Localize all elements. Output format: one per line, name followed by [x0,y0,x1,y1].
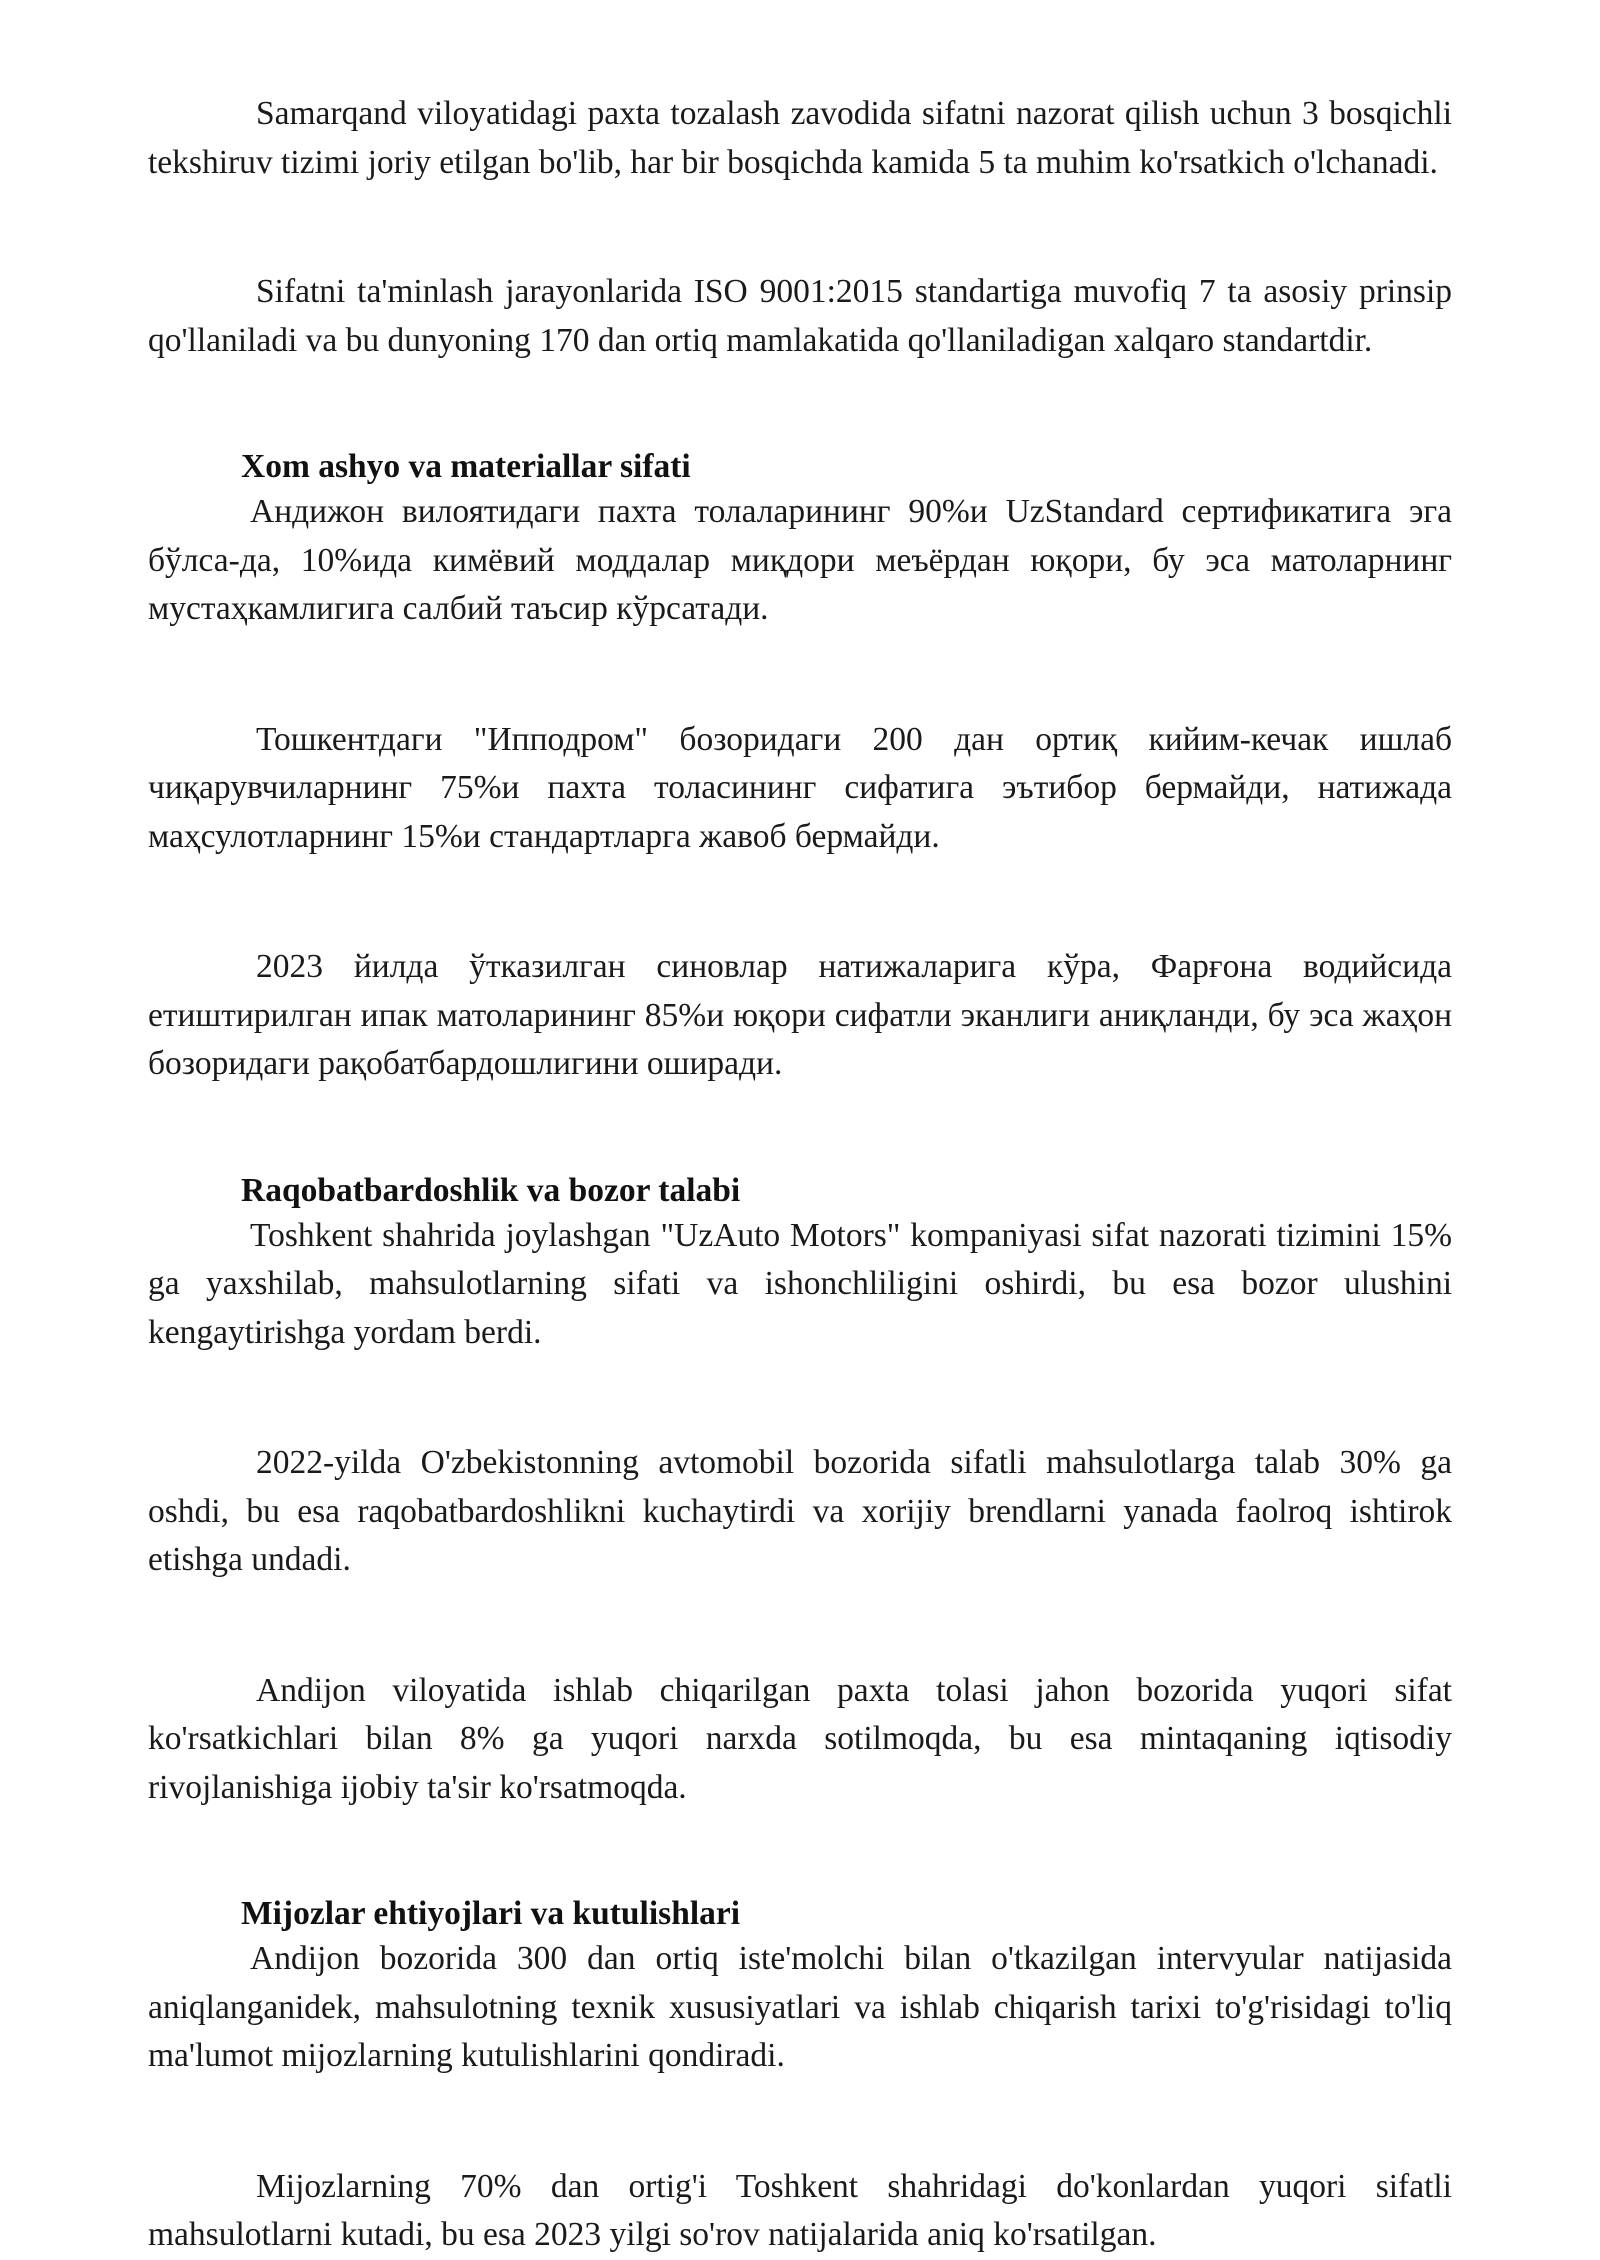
document-page [148,90,1452,2260]
heading-customer-needs-expectations: Mijozlar ehtiyojlari va kutulishlari [241,1895,741,1932]
heading-competitiveness-market-demand: Raqobatbardoshlik va bozor talabi [241,1171,741,1209]
paragraph-2022-car-market: 2022-yilda O'zbekistonning avtomobil bozorida sifatli mahsulotlarga talab 30% ga oshdi, bu esa raqobatbardoshlikni kuchaytirdi va xorijiy brendlarni yanada faolroq ishtirok etishga undadi. [148,1444,1452,1578]
paragraph-andijon-interviews: Andijon bozorida 300 dan ortiq iste'molchi bilan o'tkazilgan intervyular natijasida aniqlanganidek, mahsulotning texnik xususiyatlari va ishlab chiqarish tarixi to'g'risidagi to'liq ma'lumot mijozlarning kutulishlarini qondiradi. [148,1940,1452,2074]
paragraph-uzauto-motors: Toshkent shahrida joylashgan "UzAuto Motors" kompaniyasi sifat nazorati tizimini 15% ga yaxshilab, mahsulotlarning sifati va ishonchliligini oshirdi, bu esa bozor ulushini kengaytirishga yordam berdi. [148,1216,1452,1351]
heading-raw-materials-quality: Xom ashyo va materiallar sifati [241,448,691,485]
paragraph-samarqand-quality-control: Samarqand viloyatidagi paxta tozalash zavodida sifatni nazorat qilish uchun 3 bosqichli tekshiruv tizimi joriy etilgan bo'lib, har bir bosqichda kamida 5 ta muhim ko'rsatkich o'lchanadi. [148,95,1452,181]
paragraph-tashkent-ippodrom-market: Тошкентдаги "Ипподром" бозоридаги 200 дан ортиқ кийим-кечак ишлаб чиқарувчиларнинг 75%и пахта толасининг сифатига эътибор бермайди, натижада маҳсулотларнинг 15%и стандартларга жавоб бермайди. [148,720,1452,855]
paragraph-fergana-silk-tests: 2023 йилда ўтказилган синовлар натижаларига кўра, Фарғона водийсида етиштирилган ипак матоларининг 85%и юқори сифатли эканлиги аниқланди, бу эса жаҳон бозоридаги рақобатбардошлигини оширади. [148,948,1452,1082]
paragraph-iso-9001: Sifatni ta'minlash jarayonlarida ISO 9001:2015 standartiga muvofiq 7 ta asosiy prinsip qo'llaniladi va bu dunyoning 170 dan ortiq mamlakatida qo'llaniladigan xalqaro standartdir. [148,273,1452,359]
paragraph-tashkent-customers-survey: Mijozlarning 70% dan ortig'i Toshkent shahridagi do'konlardan yuqori sifatli mahsulotlarni kutadi, bu esa 2023 yilgi so'rov natijalarida aniq ko'rsatilgan. [148,2167,1452,2253]
paragraph-andijon-cotton-export: Andijon viloyatida ishlab chiqarilgan paxta tolasi jahon bozorida yuqori sifat ko'rsatkichlari bilan 8% ga yuqori narxda sotilmoqda, bu esa mintaqaning iqtisodiy rivojlanishiga ijobiy ta'sir ko'rsatmoqda. [148,1671,1452,1806]
paragraph-andijan-cotton-fibers: Андижон вилоятидаги пахта толаларининг 90%и UzStandard сертификатига эга бўлса-да, 10%ида кимёвий моддалар миқдори меъёрдан юқори, бу эса матоларнинг мустаҳкамлигига салбий таъсир кўрсатади. [148,493,1452,627]
